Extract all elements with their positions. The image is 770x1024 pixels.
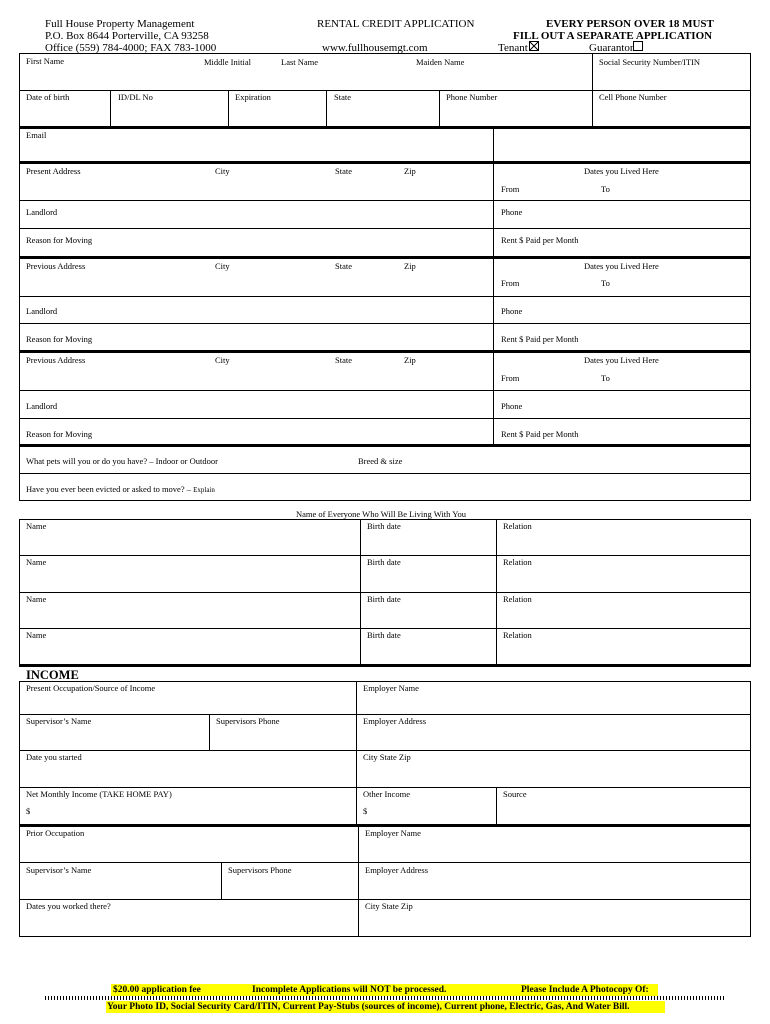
occupant-relation-label: Relation (503, 630, 532, 640)
present-to-label: To (601, 184, 610, 194)
occupant-birth-label: Birth date (367, 630, 401, 640)
previous-reason-2-label: Reason for Moving (26, 429, 93, 439)
previous-landlord-phone-2-label: Phone (501, 401, 523, 411)
previous-state-2-label: State (335, 355, 352, 365)
ssn-label: Social Security Number/ITIN (599, 57, 701, 67)
previous-landlord-2-label: Landlord (26, 401, 58, 411)
city-state-zip-label: City State Zip (363, 752, 411, 762)
previous-landlord-1-label: Landlord (26, 306, 58, 316)
breed-size-label: Breed & size (358, 456, 403, 466)
expiration-label: Expiration (235, 92, 271, 102)
present-address-label: Present Address (26, 166, 81, 176)
present-from-label: From (501, 184, 520, 194)
prior-supervisor-phone-label: Supervisors Phone (228, 865, 292, 875)
form-title: RENTAL CREDIT APPLICATION (317, 18, 475, 30)
previous-zip-2-label: Zip (404, 355, 416, 365)
company-office-phone: Office (559) 784-4000; FAX 783-1000 (45, 42, 217, 54)
occupant-relation-label: Relation (503, 557, 532, 567)
previous-state-1-label: State (335, 261, 352, 271)
explain-label: Explain (193, 486, 215, 494)
supervisor-phone-label: Supervisors Phone (216, 716, 280, 726)
income-title: INCOME (26, 668, 79, 682)
photocopy-notice: Please Include A Photocopy Of: (521, 985, 649, 995)
prior-occupation-label: Prior Occupation (26, 828, 85, 838)
id-dl-label: ID/DL No (118, 92, 153, 102)
notice-line-2: FILL OUT A SEPARATE APPLICATION (513, 30, 713, 42)
present-state-label: State (335, 166, 352, 176)
previous-reason-1-label: Reason for Moving (26, 334, 93, 344)
present-dates-label: Dates you Lived Here (584, 166, 659, 176)
previous-to-2-label: To (601, 373, 610, 383)
employer-name-label: Employer Name (363, 683, 419, 693)
present-occupation-label: Present Occupation/Source of Income (26, 683, 156, 693)
previous-city-1-label: City (215, 261, 230, 271)
evicted-question (26, 484, 215, 495)
evicted-question-text: Have you ever been evicted or asked to move? – (26, 484, 191, 494)
previous-from-1-label: From (501, 278, 520, 288)
company-name: Full House Property Management (45, 18, 195, 30)
company-website: www.fullhousemgt.com (322, 42, 428, 54)
previous-from-2-label: From (501, 373, 520, 383)
occupant-birth-label: Birth date (367, 594, 401, 604)
applicant-section-frame (19, 53, 751, 446)
occupant-birth-label: Birth date (367, 557, 401, 567)
tenant-label: Tenant (498, 42, 528, 54)
email-label: Email (26, 130, 47, 140)
present-rent-label: Rent $ Paid per Month (501, 235, 579, 245)
occupant-name-label: Name (26, 594, 47, 604)
incomplete-notice: Incomplete Applications will NOT be processed. (252, 985, 447, 995)
prior-city-state-zip-label: City State Zip (365, 901, 413, 911)
guarantor-checkbox[interactable] (633, 41, 643, 51)
company-po-box: P.O. Box 8644 Porterville, CA 93258 (45, 30, 209, 42)
first-name-label: First Name (26, 56, 65, 66)
required-documents: Your Photo ID, Social Security Card/ITIN, Current Pay-Stubs (sources of income), Current phone, Electric, Gas, And Water Bill. (107, 1002, 630, 1012)
occupant-birth-label: Birth date (367, 521, 401, 531)
fee-notice: $20.00 application fee (113, 985, 201, 995)
present-landlord-phone-label: Phone (501, 207, 523, 217)
notice-line-1: EVERY PERSON OVER 18 MUST (546, 18, 714, 30)
prior-employer-address-label: Employer Address (365, 865, 429, 875)
previous-rent-1-label: Rent $ Paid per Month (501, 334, 579, 344)
tenant-checkbox[interactable] (529, 41, 539, 51)
cell-phone-label: Cell Phone Number (599, 92, 667, 102)
present-landlord-label: Landlord (26, 207, 58, 217)
occupant-relation-label: Relation (503, 594, 532, 604)
present-reason-label: Reason for Moving (26, 235, 93, 245)
other-income-dollar: $ (363, 806, 368, 816)
phone-number-label: Phone Number (446, 92, 498, 102)
checkbox-x-icon (530, 42, 538, 50)
income-prior-table (19, 826, 751, 937)
dob-label: Date of birth (26, 92, 70, 102)
previous-city-2-label: City (215, 355, 230, 365)
dates-worked-label: Dates you worked there? (26, 901, 111, 911)
income-source-label: Source (503, 789, 527, 799)
occupants-title: Name of Everyone Who Will Be Living With You (296, 509, 467, 519)
previous-zip-1-label: Zip (404, 261, 416, 271)
previous-address-1-label: Previous Address (26, 261, 86, 271)
middle-initial-label: Middle Initial (204, 57, 251, 67)
present-city-label: City (215, 166, 230, 176)
employer-address-label: Employer Address (363, 716, 427, 726)
previous-landlord-phone-1-label: Phone (501, 306, 523, 316)
prior-supervisor-name-label: Supervisor’s Name (26, 865, 92, 875)
previous-dates-2-label: Dates you Lived Here (584, 355, 659, 365)
prior-employer-name-label: Employer Name (365, 828, 421, 838)
guarantor-label: Guarantor (589, 42, 634, 54)
last-name-label: Last Name (281, 57, 319, 67)
occupant-name-label: Name (26, 630, 47, 640)
previous-to-1-label: To (601, 278, 610, 288)
present-zip-label: Zip (404, 166, 416, 176)
occupant-relation-label: Relation (503, 521, 532, 531)
pets-question: What pets will you or do you have? – Indoor or Outdoor (26, 456, 218, 466)
state-label: State (334, 92, 351, 102)
footer-divider (45, 996, 725, 1000)
occupant-name-label: Name (26, 521, 47, 531)
net-income-dollar: $ (26, 806, 31, 816)
maiden-name-label: Maiden Name (416, 57, 465, 67)
previous-dates-1-label: Dates you Lived Here (584, 261, 659, 271)
previous-address-2-label: Previous Address (26, 355, 86, 365)
other-income-label: Other Income (363, 789, 410, 799)
date-started-label: Date you started (26, 752, 82, 762)
occupant-name-label: Name (26, 557, 47, 567)
supervisor-name-label: Supervisor’s Name (26, 716, 92, 726)
previous-rent-2-label: Rent $ Paid per Month (501, 429, 579, 439)
net-income-label: Net Monthly Income (TAKE HOME PAY) (26, 789, 172, 799)
